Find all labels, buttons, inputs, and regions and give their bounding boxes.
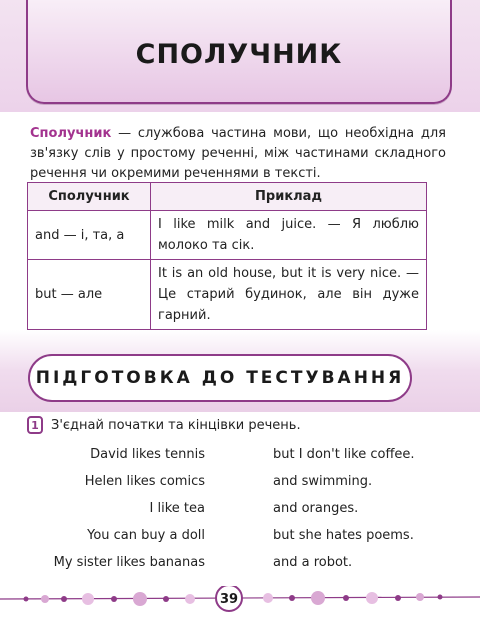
sentence-beginning: I like tea xyxy=(149,501,205,516)
footer-dot-icon xyxy=(133,592,147,606)
footer-dot-icon xyxy=(311,591,325,605)
sentence-beginning: My sister likes bananas xyxy=(53,555,205,570)
footer-dot-icon xyxy=(185,594,195,604)
title-box xyxy=(26,0,452,104)
table-row xyxy=(28,211,427,260)
page-number: 39 xyxy=(219,592,239,607)
footer-dot-icon xyxy=(395,595,401,601)
table-cell-example: It is an old house, but it is very nice. — Це старий будинок, але він дуже гарний. xyxy=(151,260,427,330)
footer-dot-icon xyxy=(41,595,49,603)
table-cell-conjunction: and — і, та, а xyxy=(28,211,151,260)
footer-dot-icon xyxy=(343,595,349,601)
sentence-ending: and a robot. xyxy=(273,555,353,570)
footer-dot-icon xyxy=(289,595,295,601)
footer-dot-icon xyxy=(163,596,169,602)
footer-dot-icon xyxy=(438,595,443,600)
sentence-beginnings xyxy=(54,441,205,576)
footer-dot-icon xyxy=(263,593,273,603)
sentence-beginning: Helen likes comics xyxy=(84,474,205,489)
sentence-ending: and oranges. xyxy=(273,501,359,516)
sentence-ending: but I don't like coffee. xyxy=(273,447,415,462)
task-number-badge: 1 xyxy=(27,416,43,434)
footer-dot-icon xyxy=(366,592,378,604)
section-title: ПІДГОТОВКА ДО ТЕСТУВАННЯ xyxy=(35,368,405,388)
definition-paragraph xyxy=(30,124,446,184)
table-header-row xyxy=(28,183,427,211)
task-instruction: З'єднай початки та кінцівки речень. xyxy=(51,417,301,433)
footer-decoration xyxy=(0,586,480,630)
footer-dot-icon xyxy=(24,597,29,602)
conjunction-table xyxy=(27,182,427,330)
sentence-ending: but she hates poems. xyxy=(273,528,414,543)
table-cell-example: I like milk and juice. — Я люблю молоко та сік. xyxy=(151,211,427,260)
page-title: СПОЛУЧНИК xyxy=(135,38,343,70)
footer-dot-icon xyxy=(61,596,67,602)
sentence-ending: and swimming. xyxy=(273,474,373,489)
footer-dot-icon xyxy=(111,596,117,602)
sentence-beginning: David likes tennis xyxy=(90,447,205,462)
task-heading xyxy=(27,416,301,434)
section-title-box xyxy=(28,354,412,402)
footer-dot-icon xyxy=(416,593,424,601)
table-header-conjunction: Сполучник xyxy=(28,183,151,211)
footer-dot-icon xyxy=(82,593,94,605)
table-header-example: Приклад xyxy=(151,183,427,211)
definition-term: Сполучник xyxy=(30,126,112,141)
definition-text: — службова частина мови, що необхідна для зв'язку слів у простому реченні, між частинами складного речення чи окремими реченнями в тексті. xyxy=(30,126,446,181)
table-row xyxy=(28,260,427,330)
sentence-beginning: You can buy a doll xyxy=(87,528,205,543)
table-cell-conjunction: but — але xyxy=(28,260,151,330)
sentence-endings xyxy=(273,441,415,576)
